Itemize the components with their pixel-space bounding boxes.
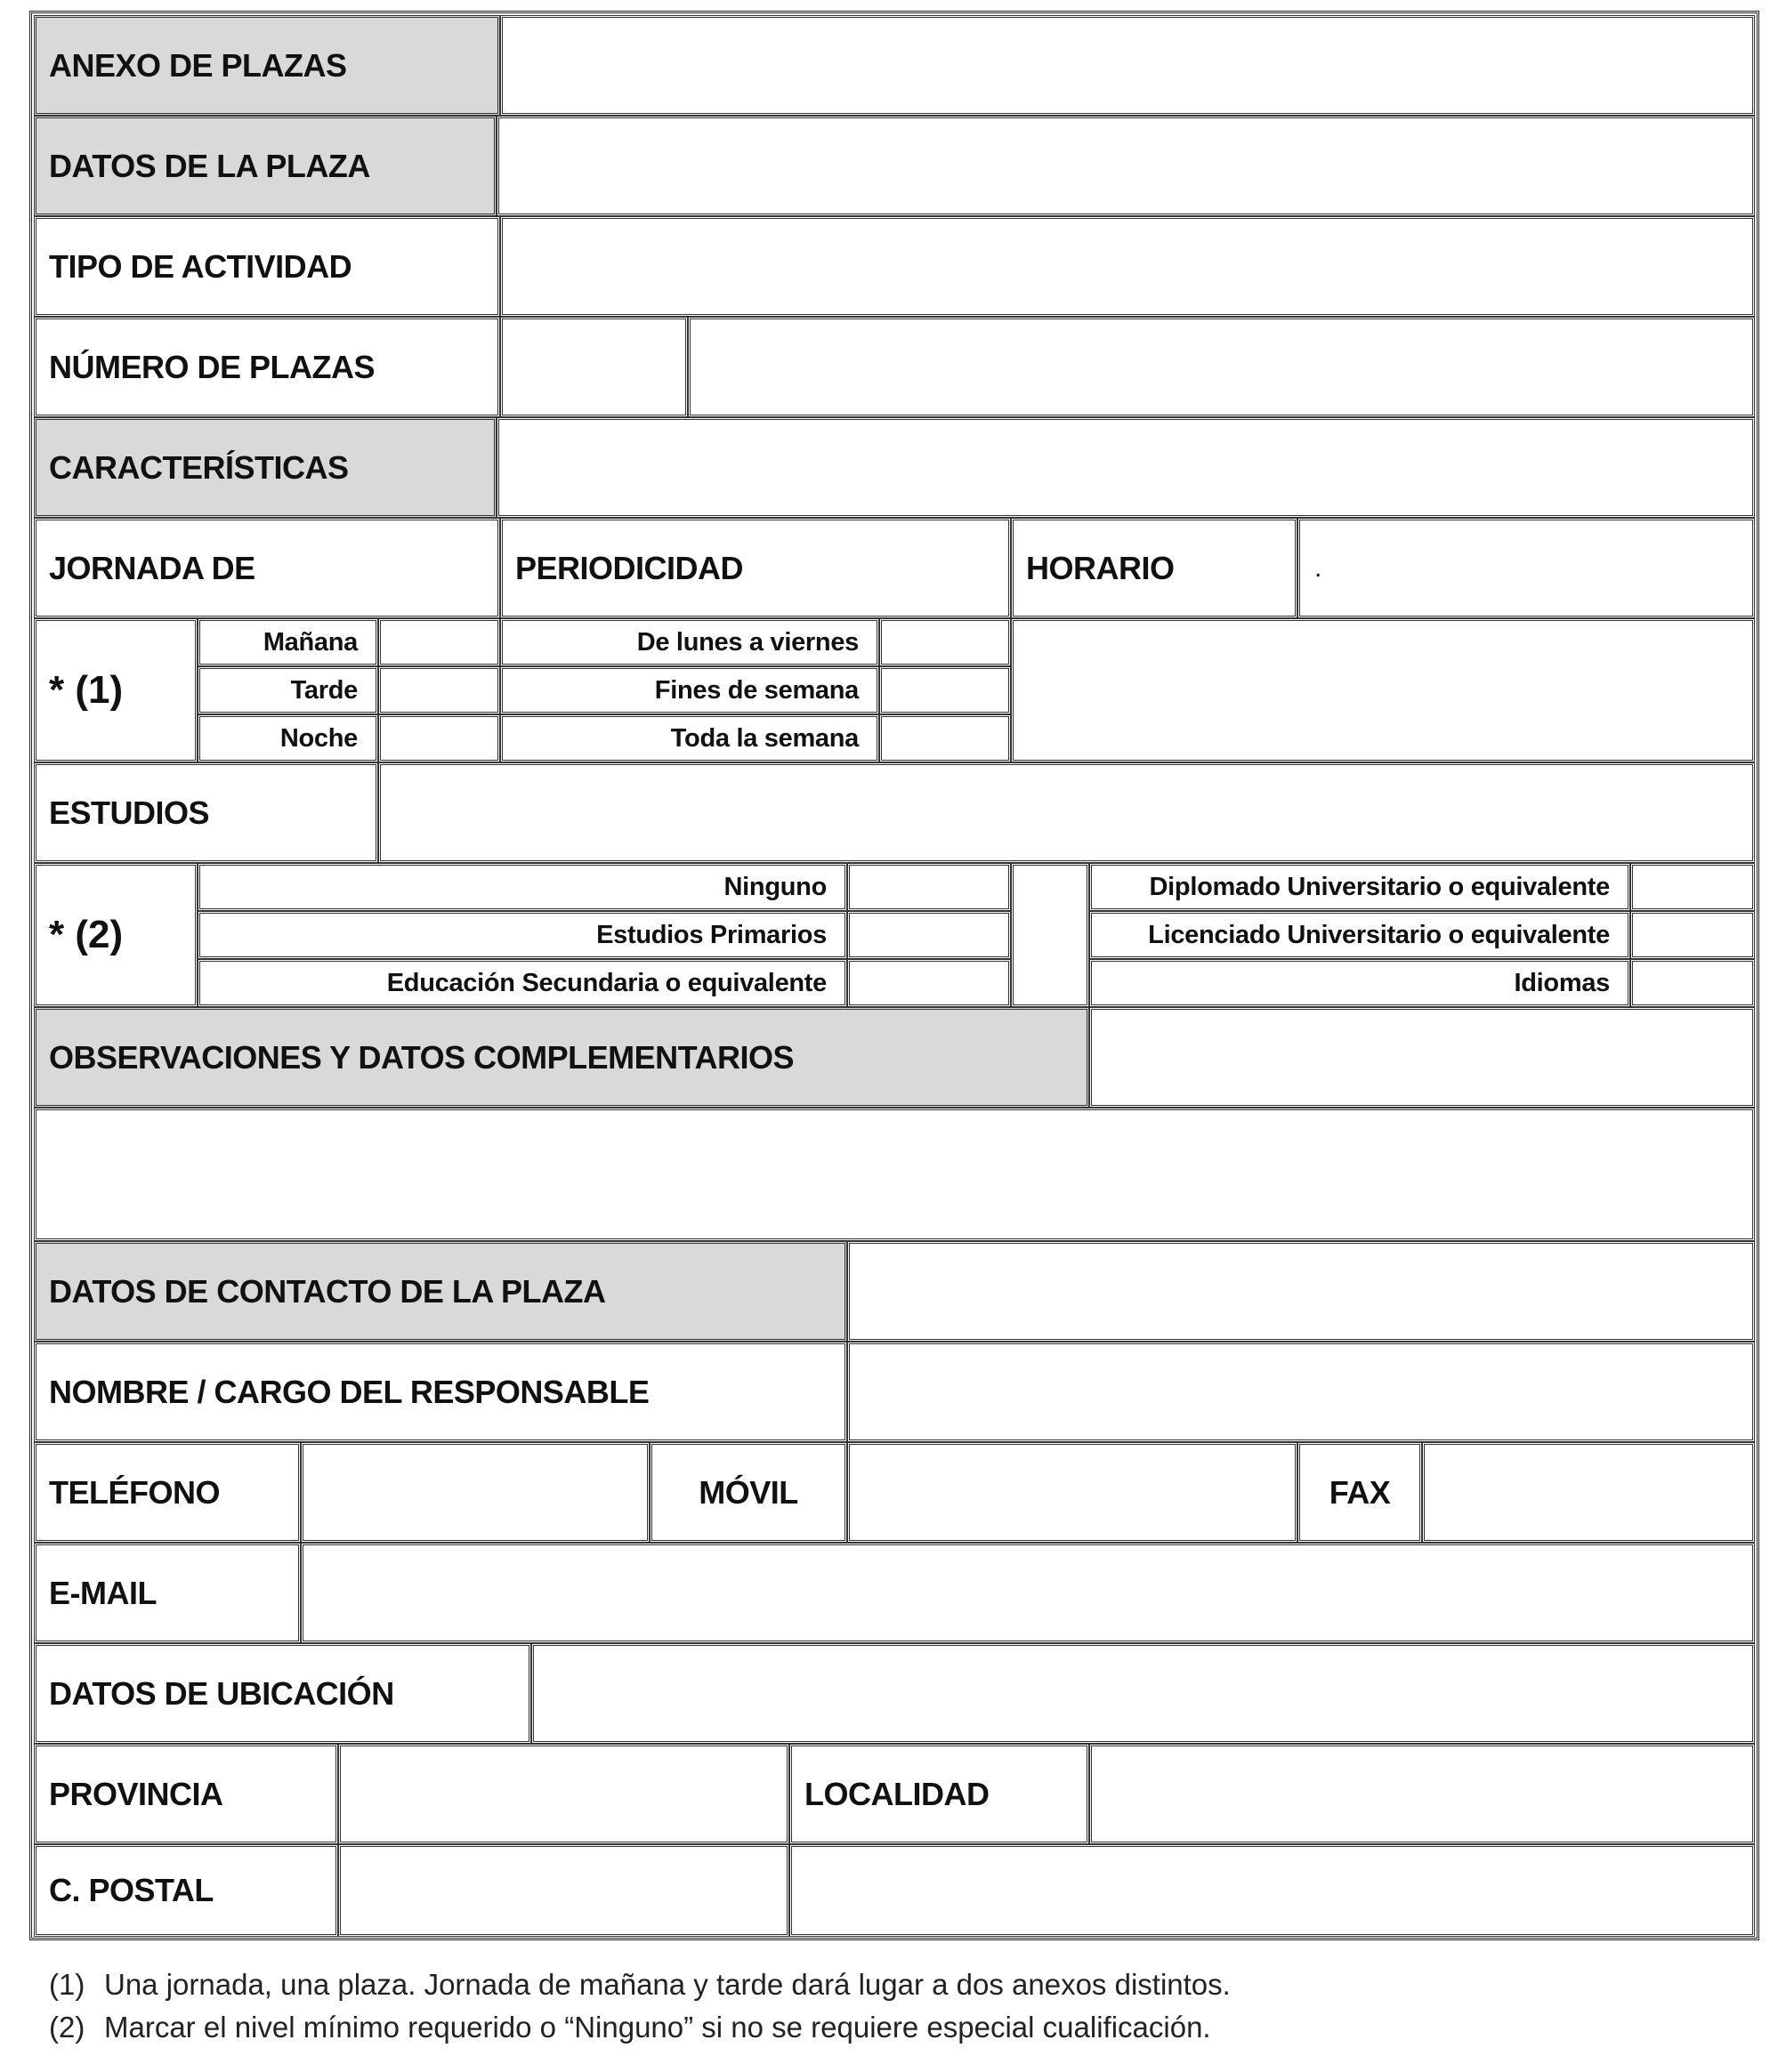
datos-ubicacion-label: DATOS DE UBICACIÓN xyxy=(34,1643,531,1744)
footnotes xyxy=(49,1963,1231,2049)
c-postal-label: C. POSTAL xyxy=(34,1844,338,1937)
localidad-field[interactable] xyxy=(1089,1744,1755,1844)
caracteristicas-header: CARACTERÍSTICAS xyxy=(34,417,497,518)
numero-de-plazas-field[interactable] xyxy=(500,317,688,417)
estudios-idiomas-label: Idiomas xyxy=(1089,959,1630,1007)
estudios-diplomado-label: Diplomado Universitario o equivalente xyxy=(1089,863,1630,911)
estudios-field[interactable] xyxy=(378,762,1755,863)
footnote-1-number: (1) xyxy=(49,1968,85,2001)
estudios-licenciado-label: Licenciado Universitario o equivalente xyxy=(1089,911,1630,959)
horario-detail-field[interactable] xyxy=(1011,618,1755,762)
telefono-field[interactable] xyxy=(301,1442,650,1543)
datos-de-la-plaza-header: DATOS DE LA PLAZA xyxy=(34,116,497,216)
horario-label: HORARIO xyxy=(1011,518,1297,618)
periodicidad-toda-semana-checkbox[interactable] xyxy=(879,714,1011,762)
jornada-tarde-checkbox[interactable] xyxy=(378,666,500,714)
footnote-1-text: Una jornada, una plaza. Jornada de mañana y tarde dará lugar a dos anexos distintos. xyxy=(104,1968,1231,2001)
estudios-idiomas-checkbox[interactable] xyxy=(1630,959,1755,1007)
provincia-field[interactable] xyxy=(338,1744,789,1844)
estudios-label: ESTUDIOS xyxy=(34,762,378,863)
datos-contacto-header: DATOS DE CONTACTO DE LA PLAZA xyxy=(34,1241,847,1342)
periodicidad-fines-semana-checkbox[interactable] xyxy=(879,666,1011,714)
estudios-primarios-label: Estudios Primarios xyxy=(198,911,847,959)
estudios-primarios-checkbox[interactable] xyxy=(847,911,1011,959)
footnote-1 xyxy=(49,1963,1231,2006)
estudios-secundaria-label: Educación Secundaria o equivalente xyxy=(198,959,847,1007)
ref2-label: * (2) xyxy=(34,863,198,1007)
footnote-2-number: (2) xyxy=(49,2011,85,2044)
periodicidad-toda-semana-label: Toda la semana xyxy=(500,714,879,762)
jornada-noche-checkbox[interactable] xyxy=(378,714,500,762)
jornada-manana-checkbox[interactable] xyxy=(378,618,500,666)
jornada-de-label: JORNADA DE xyxy=(34,518,500,618)
anexo-de-plazas-header: ANEXO DE PLAZAS xyxy=(34,15,500,116)
datos-contacto-field[interactable] xyxy=(847,1241,1755,1342)
jornada-tarde-label: Tarde xyxy=(198,666,378,714)
estudios-licenciado-checkbox[interactable] xyxy=(1630,911,1755,959)
fax-label: FAX xyxy=(1297,1442,1422,1543)
tipo-de-actividad-label: TIPO DE ACTIVIDAD xyxy=(34,216,500,317)
movil-field[interactable] xyxy=(847,1442,1297,1543)
jornada-manana-label: Mañana xyxy=(198,618,378,666)
nombre-cargo-label: NOMBRE / CARGO DEL RESPONSABLE xyxy=(34,1342,847,1442)
periodicidad-lunes-viernes-checkbox[interactable] xyxy=(879,618,1011,666)
email-label: E-MAIL xyxy=(34,1543,301,1643)
fax-field[interactable] xyxy=(1422,1442,1755,1543)
anexo-de-plazas-field[interactable] xyxy=(500,15,1755,116)
horario-field[interactable]: . xyxy=(1297,518,1755,618)
localidad-label: LOCALIDAD xyxy=(789,1744,1089,1844)
estudios-ninguno-checkbox[interactable] xyxy=(847,863,1011,911)
telefono-label: TELÉFONO xyxy=(34,1442,301,1543)
observaciones-side-field[interactable] xyxy=(1089,1007,1755,1108)
anexo-plazas-form xyxy=(29,11,1759,1940)
tipo-de-actividad-field[interactable] xyxy=(500,216,1755,317)
c-postal-field[interactable] xyxy=(338,1844,789,1937)
ref1-label: * (1) xyxy=(34,618,198,762)
numero-de-plazas-label: NÚMERO DE PLAZAS xyxy=(34,317,500,417)
periodicidad-lunes-viernes-label: De lunes a viernes xyxy=(500,618,879,666)
estudios-ninguno-label: Ninguno xyxy=(198,863,847,911)
email-field[interactable] xyxy=(301,1543,1755,1643)
estudios-spacer-cell xyxy=(1011,863,1089,1007)
numero-de-plazas-extra-field[interactable] xyxy=(688,317,1755,417)
datos-de-la-plaza-field[interactable] xyxy=(497,116,1755,216)
estudios-diplomado-checkbox[interactable] xyxy=(1630,863,1755,911)
periodicidad-fines-semana-label: Fines de semana xyxy=(500,666,879,714)
footnote-2-text: Marcar el nivel mínimo requerido o “Ninguno” si no se requiere especial cualificación. xyxy=(104,2011,1211,2044)
movil-label: MÓVIL xyxy=(650,1442,847,1543)
c-postal-extra-field[interactable] xyxy=(789,1844,1755,1937)
nombre-cargo-field[interactable] xyxy=(847,1342,1755,1442)
jornada-noche-label: Noche xyxy=(198,714,378,762)
observaciones-textarea[interactable] xyxy=(34,1108,1755,1241)
datos-ubicacion-field[interactable] xyxy=(531,1643,1755,1744)
periodicidad-label: PERIODICIDAD xyxy=(500,518,1011,618)
observaciones-header: OBSERVACIONES Y DATOS COMPLEMENTARIOS xyxy=(34,1007,1089,1108)
footnote-2 xyxy=(49,2006,1231,2049)
caracteristicas-field[interactable] xyxy=(497,417,1755,518)
provincia-label: PROVINCIA xyxy=(34,1744,338,1844)
estudios-secundaria-checkbox[interactable] xyxy=(847,959,1011,1007)
